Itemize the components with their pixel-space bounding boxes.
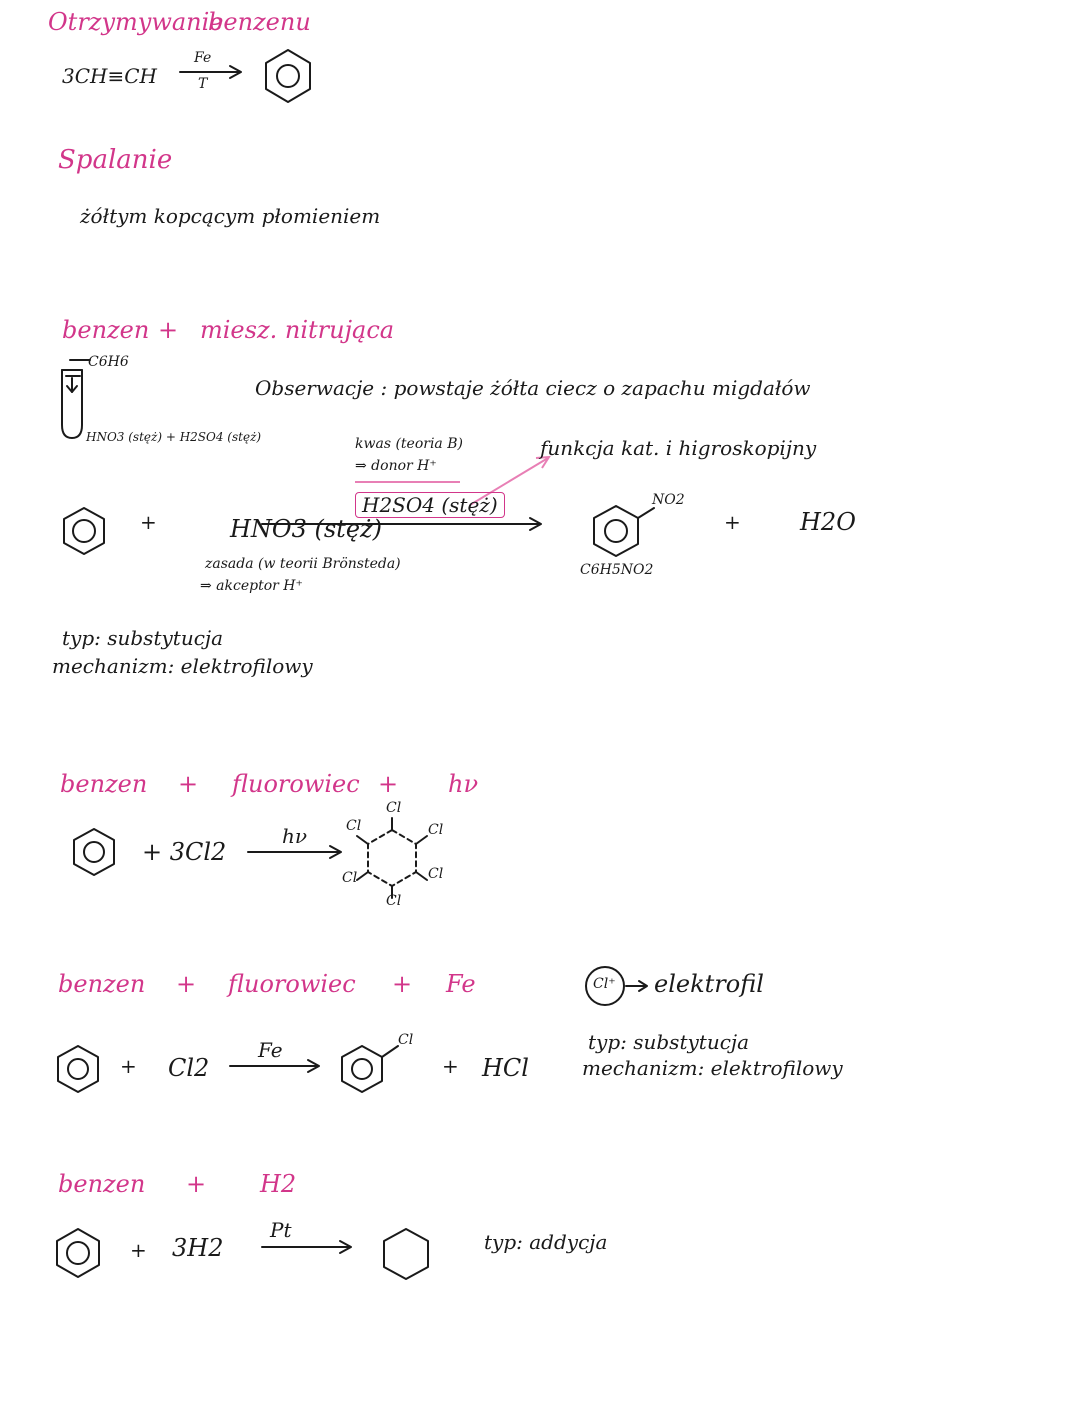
hydrogenation-header-benzen: benzen	[58, 1170, 146, 1198]
reaction-arrow-pt	[262, 1241, 351, 1253]
nitration-header-reagent: miesz. nitrująca	[200, 316, 395, 344]
nitration-header-benzen: benzen	[62, 316, 150, 344]
nitro-group-label: NO2	[652, 492, 685, 508]
acetylene-reactant: 3CH≡CH	[62, 64, 157, 88]
nitration-mechanism: mechanizm: elektrofilowy	[52, 654, 313, 678]
hydrogenation-header-reagent: H2	[260, 1170, 297, 1198]
acid-note-1: kwas (teoria B)	[355, 436, 463, 452]
halogen-fe-mechanism: mechanizm: elektrofilowy	[582, 1056, 843, 1080]
halogen-fe-plus-1: +	[120, 1054, 137, 1078]
substituent-label: Cl	[428, 866, 444, 882]
function-note: funkcja kat. i higroskopijny	[540, 436, 817, 460]
substituent-label: Cl	[342, 870, 358, 886]
nitration-plus-1: +	[140, 510, 157, 534]
observations-text: Obserwacje : powstaje żółta ciecz o zapachu migdałów	[255, 376, 811, 400]
nitration-reagent: HNO3 (stęż)	[230, 515, 383, 543]
cyclohexane-ring	[384, 1229, 428, 1279]
hydrogenation-catalyst: Pt	[270, 1218, 292, 1242]
water-product: H2O	[800, 508, 856, 536]
benzene-ring-product-1	[266, 50, 310, 102]
substituent-label: Cl	[428, 822, 444, 838]
hydrogenation-reagent: 3H2	[172, 1234, 224, 1262]
halogen-light-header-plus: +	[178, 770, 199, 798]
electrophile-symbol: Cl⁺	[593, 976, 616, 992]
halogen-fe-catalyst: Fe	[258, 1038, 283, 1062]
halogen-fe-header-plus: +	[176, 970, 197, 998]
halogen-fe-header-catalyst: Fe	[446, 970, 476, 998]
catalyst-box: H2SO4 (stęż)	[355, 492, 505, 518]
section-title-left: Otrzymywanie	[48, 8, 224, 36]
acetylene-catalyst: Fe	[194, 50, 212, 66]
reaction-arrow-1	[180, 66, 241, 78]
nitration-header-plus: +	[158, 316, 179, 344]
halogen-light-header-plus-2: +	[378, 770, 399, 798]
nitrobenzene-formula: C6H5NO2	[580, 562, 654, 578]
hydrogenation-plus: +	[130, 1238, 147, 1262]
benzene-ring-nitrobenzene	[594, 506, 654, 556]
acetylene-condition: T	[198, 76, 208, 92]
halogen-fe-header-reagent: fluorowiec	[228, 970, 356, 998]
halogen-fe-plus-2: +	[442, 1054, 459, 1078]
substituent-label: Cl	[386, 800, 402, 816]
halogen-light-reagent: + 3Cl2	[142, 838, 227, 866]
benzene-ring-chlorination-fe-reactant	[58, 1046, 98, 1092]
benzene-ring-chlorination-light-reactant	[74, 829, 114, 875]
hcl-byproduct: HCl	[482, 1054, 529, 1082]
substituent-label: Cl	[386, 893, 402, 909]
electrophile-label: elektrofil	[654, 970, 764, 998]
nitration-type: typ: substytucja	[62, 626, 224, 650]
halogen-light-header-condition: hν	[448, 770, 479, 798]
benzene-ring-nitration-reactant	[64, 508, 104, 554]
hydrogenation-header-plus: +	[186, 1170, 207, 1198]
acid-note-2: ⇒ donor H⁺	[355, 458, 437, 474]
combustion-heading: Spalanie	[58, 145, 173, 175]
nitration-plus-2: +	[724, 510, 741, 534]
base-note-2: ⇒ akceptor H⁺	[200, 578, 303, 594]
substituent-label: Cl	[346, 818, 362, 834]
benzene-ring-hydrogenation-reactant	[57, 1229, 99, 1277]
halogen-fe-type: typ: substytucja	[588, 1030, 750, 1054]
halogen-light-header-benzen: benzen	[60, 770, 148, 798]
hydrogenation-type: typ: addycja	[484, 1230, 608, 1254]
tube-bottom-label: HNO3 (stęż) + H2SO4 (stęż)	[86, 430, 262, 444]
section-title-right: benzenu	[208, 8, 311, 36]
chlorobenzene-substituent: Cl	[398, 1032, 414, 1048]
halogen-light-header-reagent: fluorowiec	[232, 770, 360, 798]
combustion-description: żółtym kopcącym płomieniem	[80, 204, 381, 228]
test-tube-drawing	[62, 360, 90, 438]
halogen-fe-reagent: Cl2	[168, 1054, 210, 1082]
halogen-fe-header-plus-2: +	[392, 970, 413, 998]
base-note-1: zasada (w teorii Brönsteda)	[205, 556, 401, 572]
halogen-fe-header-benzen: benzen	[58, 970, 146, 998]
benzene-ring-chlorobenzene	[342, 1046, 398, 1092]
halogen-light-condition: hν	[282, 824, 308, 848]
tube-label: C6H6	[88, 354, 129, 370]
hexachlorocyclohexane-ring	[357, 818, 427, 898]
